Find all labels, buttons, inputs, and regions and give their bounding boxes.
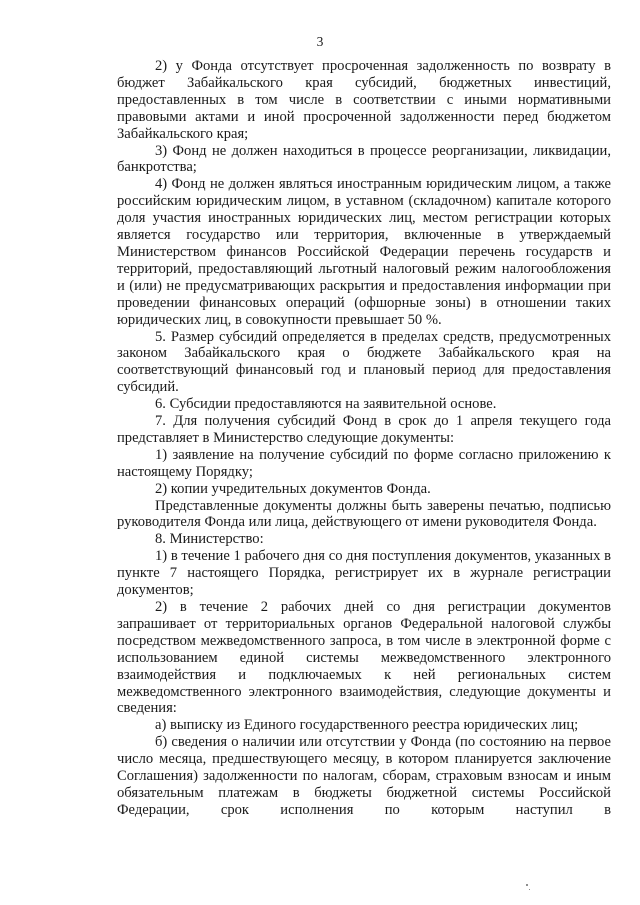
paragraph-ministry-2: 2) в течение 2 рабочих дней со дня регистрации документов запрашивает от территориальных органов Федеральной налоговой службы посредством межведомственного запроса, в том числе в электронной форме с использованием единой системы межведомственного электронного взаимодействия и подключаемых к ней региональных систем межведомственного электронного взаимодействия, следующие документы и сведения: (117, 599, 611, 717)
page-number: 3 (316, 34, 324, 49)
paragraph-doc-2: 2) копии учредительных документов Фонда. (155, 480, 431, 497)
paragraph-clause-3: 3) Фонд не должен находиться в процессе реорганизации, ликвидации, банкротства; (117, 142, 611, 176)
scan-speck (526, 884, 528, 886)
paragraph-item-6: 6. Субсидии предоставляются на заявительной основе. (155, 396, 497, 413)
paragraph-clause-2: 2) у Фонда отсутствует просроченная задолженность по возврату в бюджет Забайкальского края субсидий, бюджетных инвестиций, предоставленных в том числе в соответствии с иными нормативными правовыми актами и иной просроченной задолженности перед бюджетом Забайкальского края; (117, 58, 611, 142)
paragraph-item-7: 7. Для получения субсидий Фонд в срок до 1 апреля текущего года представляет в Министерство следующие документы: (117, 413, 611, 446)
scan-speck (529, 889, 530, 890)
paragraph-clause-4: 4) Фонд не должен являться иностранным юридическим лицом, а также российским юридическим лицом, в уставном (складочном) капитале которого доля участия иностранных юридических лиц, местом регистрации которых является государство или территория, включенные в утверждаемый Министерством финансов Российской Федерации перечень государств и территорий, предоставляющий льготный налоговый режим налогообложения и (или) не предусматривающих раскрытия и предоставления информации при проведении финансовых операций (офшорные зоны) в отношении таких юридических лиц, в совокупности превышает 50 %. (117, 176, 611, 328)
paragraph-sub-a: а) выписку из Единого государственного реестра юридических лиц; (155, 717, 579, 734)
paragraph-item-5: 5. Размер субсидий определяется в пределах средств, предусмотренных законом Забайкальского края о бюджете Забайкальского края на соответствующий финансовый год и плановый период для предоставления субсидий. (117, 328, 611, 396)
paragraph-sub-b: б) сведения о наличии или отсутствии у Фонда (по состоянию на первое число месяца, предшествующего месяцу, в котором планируется заключение Соглашения) задолженности по налогам, сборам, страховым взносам и иным обязательным платежам в бюджеты бюджетной системы Российской Федерации, срок исполнения по которым наступил в (117, 734, 611, 818)
document-body (117, 58, 611, 819)
paragraph-doc-1: 1) заявление на получение субсидий по форме согласно приложению к настоящему Порядку; (117, 446, 611, 480)
paragraph-ministry-1: 1) в течение 1 рабочего дня со дня поступления документов, указанных в пункте 7 настоящего Порядка, регистрирует их в журнале регистрации документов; (117, 548, 611, 599)
paragraph-item-8: 8. Министерство: (155, 531, 264, 548)
paragraph-certification: Представленные документы должны быть заверены печатью, подписью руководителя Фонда или лица, действующего от имени руководителя Фонда. (117, 497, 611, 531)
